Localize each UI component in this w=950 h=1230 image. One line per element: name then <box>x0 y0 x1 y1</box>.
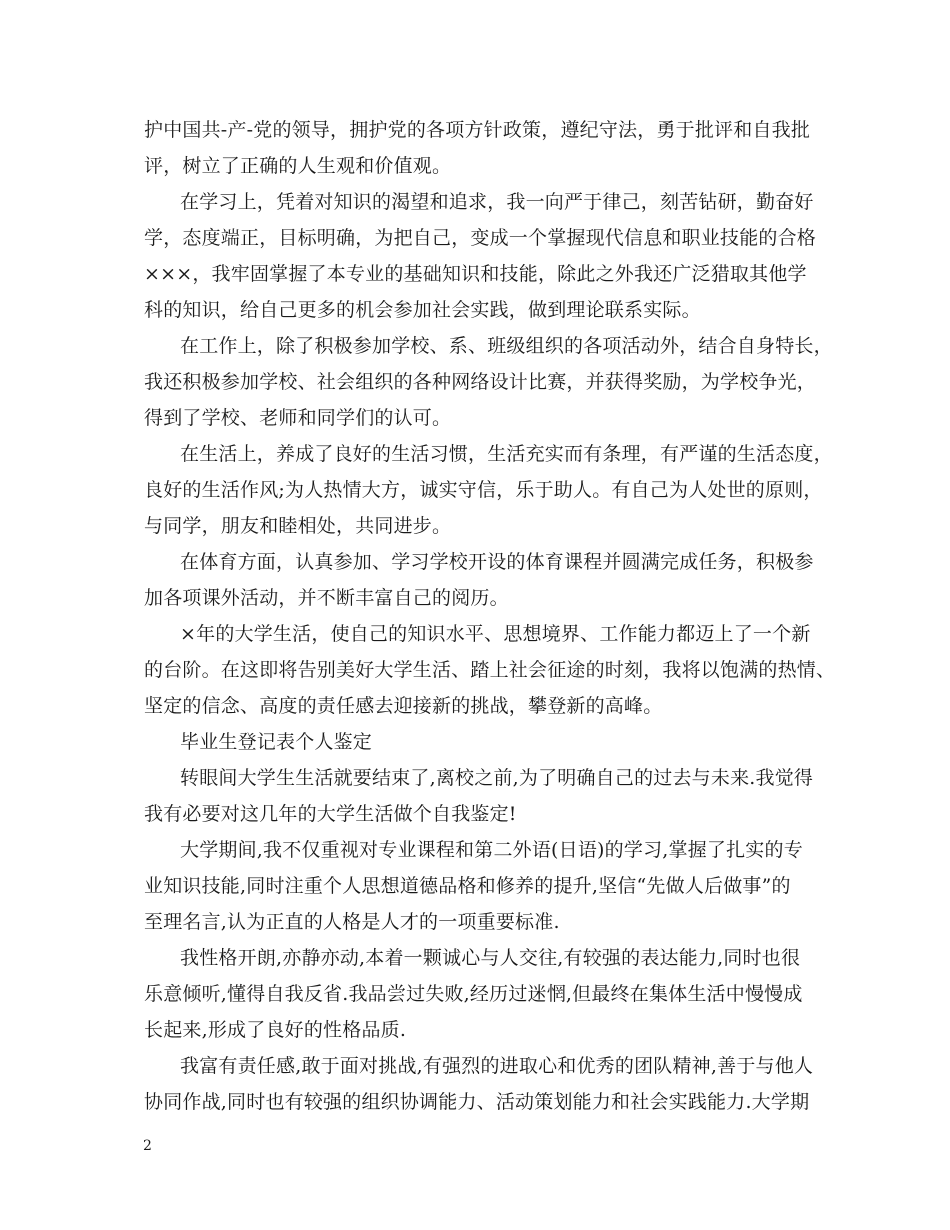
text-line: ×××，我牢固掌握了本专业的基础知识和技能，除此之外我还广泛猎取其他学 <box>144 263 807 285</box>
paragraph-start: 大学期间,我不仅重视对专业课程和第二外语(日语)的学习,掌握了扎实的专 <box>180 839 803 861</box>
paragraph-start: 我性格开朗,亦静亦动,本着一颗诚心与人交往,有较强的表达能力,同时也很 <box>180 947 801 969</box>
page-number: 2 <box>143 1138 152 1154</box>
text-line: 与同学，朋友和睦相处，共同进步。 <box>144 515 452 537</box>
section-heading: 毕业生登记表个人鉴定 <box>180 731 373 753</box>
text-line: 至理名言,认为正直的人格是人才的一项重要标准. <box>144 911 560 933</box>
paragraph-start: 在工作上，除了积极参加学校、系、班级组织的各项活动外，结合自身特长， <box>180 335 833 357</box>
text-line: 坚定的信念、高度的责任感去迎接新的挑战，攀登新的高峰。 <box>144 695 663 717</box>
text-line: 学，态度端正，目标明确，为把自己，变成一个掌握现代信息和职业技能的合格 <box>144 227 817 249</box>
text-line: 的台阶。在这即将告别美好大学生活、踏上社会征途的时刻，我将以饱满的热情、 <box>144 659 836 681</box>
text-line: 加各项课外活动，并不断丰富自己的阅历。 <box>144 587 509 609</box>
paragraph-start: 在体育方面，认真参加、学习学校开设的体育课程并圆满完成任务，积极参 <box>180 551 814 573</box>
text-line: 业知识技能,同时注重个人思想道德品格和修养的提升,坚信“先做人后做事”的 <box>144 875 791 897</box>
paragraph-start: 转眼间大学生生活就要结束了,离校之前,为了明确自己的过去与未来.我觉得 <box>180 767 814 789</box>
text-line: 我还积极参加学校、社会组织的各种网络设计比赛，并获得奖励，为学校争光， <box>144 371 817 393</box>
text-line: 评，树立了正确的人生观和价值观。 <box>144 155 452 177</box>
text-line: 科的知识，给自己更多的机会参加社会实践，做到理论联系实际。 <box>144 299 701 321</box>
text-line: 乐意倾听,懂得自我反省.我品尝过失败,经历过迷惘,但最终在集体生活中慢慢成 <box>144 983 803 1005</box>
text-line: 良好的生活作风;为人热情大方，诚实守信，乐于助人。有自己为人处世的原则， <box>144 479 823 501</box>
text-line: 得到了学校、老师和同学们的认可。 <box>144 407 452 429</box>
paragraph-start: ×年的大学生活，使自己的知识水平、思想境界、工作能力都迈上了一个新 <box>180 623 811 645</box>
paragraph-start: 在学习上，凭着对知识的渴望和追求，我一向严于律己，刻苦钻研，勤奋好 <box>180 191 814 213</box>
text-line: 护中国共-产-党的领导，拥护党的各项方针政策，遵纪守法，勇于批评和自我批 <box>144 119 811 141</box>
text-line: 我有必要对这几年的大学生活做个自我鉴定! <box>144 803 517 825</box>
paragraph-start: 我富有责任感,敢于面对挑战,有强烈的进取心和优秀的团队精神,善于与他人 <box>180 1055 814 1077</box>
text-line: 长起来,形成了良好的性格品质. <box>144 1019 407 1041</box>
paragraph-start: 在生活上，养成了良好的生活习惯，生活充实而有条理，有严谨的生活态度， <box>180 443 833 465</box>
text-line: 协同作战,同时也有较强的组织协调能力、活动策划能力和社会实践能力.大学期 <box>144 1091 810 1113</box>
